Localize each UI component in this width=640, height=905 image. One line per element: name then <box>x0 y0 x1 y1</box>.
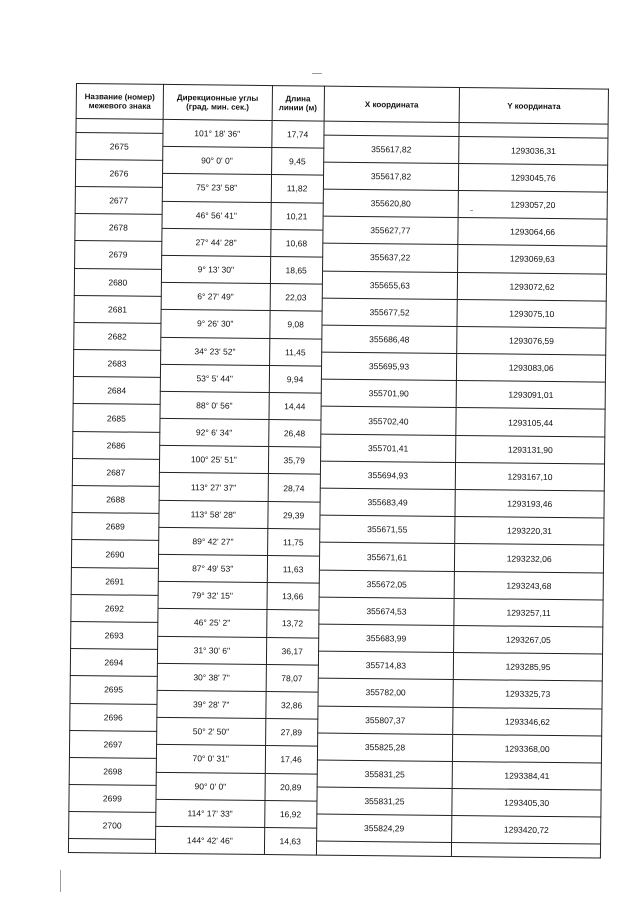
coord-x-cell: 355671,61 <box>319 542 455 571</box>
segment-length-cell: 10,68 <box>270 229 322 257</box>
coord-y-cell: 1293064,66 <box>458 218 607 247</box>
segment-angle-cell: 90° 0' 0" <box>162 147 271 175</box>
scan-speck <box>312 73 322 74</box>
point-name-cell: 2681 <box>74 295 161 323</box>
segment-angle-cell: 6° 27' 49" <box>161 283 270 311</box>
point-name-cell: 2685 <box>73 404 160 432</box>
coord-x-cell: 355694,93 <box>320 461 456 490</box>
coord-x-cell: 355686,48 <box>321 325 457 354</box>
segment-angle-cell: 144° 42' 46" <box>155 826 264 854</box>
coord-x-cell <box>324 121 460 136</box>
segment-length-cell: 17,46 <box>265 746 317 774</box>
segment-length-cell: 11,82 <box>271 175 323 203</box>
point-name-cell: 2678 <box>75 214 162 242</box>
coord-x-cell: 355702,40 <box>320 407 456 436</box>
coord-y-cell: 1293232,06 <box>455 544 604 573</box>
coord-y-cell: 1293083,06 <box>457 354 606 383</box>
coord-x-cell: 355617,82 <box>323 135 459 164</box>
coord-x-cell: 355695,93 <box>321 352 457 381</box>
coord-y-cell: 1293220,31 <box>455 517 604 546</box>
segment-length-cell: 10,21 <box>271 202 323 230</box>
point-name-cell: 2683 <box>73 350 160 378</box>
coord-y-cell: 1293368,00 <box>453 734 602 763</box>
coord-y-cell: 1293267,05 <box>454 625 603 654</box>
coord-y-cell: 1293193,46 <box>455 490 604 519</box>
coord-y-cell: 1293243,68 <box>454 571 603 600</box>
segment-angle-cell: 53° 5' 44" <box>160 364 269 392</box>
segment-angle-cell: 88° 0' 56" <box>160 391 269 419</box>
point-name-cell: 2684 <box>73 377 160 405</box>
point-name-cell <box>76 119 163 134</box>
segment-angle-cell: 39° 28' 7" <box>157 690 266 718</box>
segment-length-cell: 78,07 <box>266 664 318 692</box>
coord-x-cell: 355683,99 <box>318 624 454 653</box>
coord-y-cell: 1293131,90 <box>456 435 605 464</box>
point-name-cell: 2699 <box>69 785 156 813</box>
segment-length-cell: 18,65 <box>270 256 322 284</box>
coord-y-cell: 1293075,10 <box>457 299 606 328</box>
coord-y-cell: 1293072,62 <box>458 272 607 301</box>
segment-length-cell: 26,48 <box>268 420 320 448</box>
coord-x-cell: 355674,53 <box>318 597 454 626</box>
point-name-cell: 2697 <box>69 730 156 758</box>
point-name-cell: 2680 <box>74 268 161 296</box>
coord-y-cell: 1293076,59 <box>457 326 606 355</box>
coord-y-cell: 1293045,76 <box>459 163 608 192</box>
header-name: Название (номер) межевого знака <box>76 84 163 120</box>
segment-angle-cell: 90° 0' 0" <box>156 772 265 800</box>
point-name-cell: 2693 <box>71 621 158 649</box>
segment-angle-cell: 113° 27' 37" <box>159 473 268 501</box>
table-body <box>68 119 608 859</box>
header-x: X координата <box>324 86 460 122</box>
segment-length-cell: 17,74 <box>272 121 324 149</box>
segment-angle-cell: 46° 25' 2" <box>158 609 267 637</box>
coord-x-cell: 355627,77 <box>322 216 458 245</box>
segment-length-cell: 9,08 <box>270 311 322 339</box>
point-name-cell: 2675 <box>76 132 163 160</box>
coord-x-cell: 355637,22 <box>322 243 458 272</box>
coord-y-cell: 1293346,62 <box>453 707 602 736</box>
segment-length-cell: 27,89 <box>265 719 317 747</box>
coord-x-cell: 355671,55 <box>319 515 455 544</box>
segment-length-cell: 32,86 <box>266 691 318 719</box>
segment-angle-cell: 113° 58' 28" <box>159 500 268 528</box>
point-name-cell: 2676 <box>75 159 162 187</box>
coord-x-cell: 355807,37 <box>317 706 453 735</box>
coord-y-cell: 1293091,01 <box>456 381 605 410</box>
coord-y-cell: 1293257,11 <box>454 598 603 627</box>
segment-angle-cell: 50° 2' 50" <box>156 718 265 746</box>
point-name-cell: 2677 <box>75 186 162 214</box>
point-name-cell: 2694 <box>70 649 157 677</box>
segment-angle-cell: 31° 30' 6" <box>157 636 266 664</box>
segment-length-cell: 20,89 <box>265 773 317 801</box>
segment-angle-cell: 101° 18' 36" <box>163 119 272 147</box>
segment-length-cell: 28,74 <box>268 474 320 502</box>
segment-angle-cell: 75° 23' 58" <box>162 174 271 202</box>
segment-angle-cell: 9° 13' 30" <box>161 255 270 283</box>
coord-y-cell: 1293285,95 <box>454 653 603 682</box>
coord-x-cell: 355824,29 <box>316 814 452 843</box>
coord-y-cell: 1293420,72 <box>452 816 601 845</box>
coord-x-cell: 355677,52 <box>322 298 458 327</box>
coord-y-cell: 1293057,20 <box>458 190 607 219</box>
point-name-cell: 2700 <box>69 812 156 840</box>
segment-angle-cell: 79° 32' 15" <box>158 582 267 610</box>
coord-y-cell: 1293325,73 <box>453 680 602 709</box>
coord-x-cell: 355701,41 <box>320 434 456 463</box>
segment-angle-cell: 30° 38' 7" <box>157 663 266 691</box>
segment-angle-cell: 46° 56' 41" <box>162 201 271 229</box>
coord-y-cell: 1293384,41 <box>452 761 601 790</box>
coord-x-cell: 355655,63 <box>322 271 458 300</box>
coord-x-cell: 355831,25 <box>317 760 453 789</box>
point-name-cell: 2679 <box>75 241 162 269</box>
segment-length-cell: 13,66 <box>267 583 319 611</box>
segment-angle-cell: 27° 44' 28" <box>162 228 271 256</box>
coord-y-cell: 1293069,63 <box>458 245 607 274</box>
segment-length-cell: 22,03 <box>270 284 322 312</box>
segment-angle-cell: 100° 25' 51" <box>159 446 268 474</box>
table-header-row <box>76 84 608 125</box>
point-name-cell <box>68 839 155 854</box>
coord-x-cell: 355825,28 <box>317 733 453 762</box>
segment-length-cell: 16,92 <box>264 800 316 828</box>
coord-x-cell: 355683,49 <box>320 488 456 517</box>
point-name-cell: 2698 <box>69 757 156 785</box>
coord-y-cell: 1293105,44 <box>456 408 605 437</box>
segment-length-cell: 9,45 <box>271 148 323 176</box>
segment-length-cell: 11,45 <box>269 338 321 366</box>
header-angle: Дирекционные углы (град. мин. сек.) <box>163 84 272 120</box>
coord-y-cell: 1293167,10 <box>456 462 605 491</box>
point-name-cell: 2696 <box>70 703 157 731</box>
coord-x-cell: 355672,05 <box>319 570 455 599</box>
segment-length-cell: 36,17 <box>266 637 318 665</box>
segment-length-cell: 29,39 <box>268 501 320 529</box>
point-name-cell: 2690 <box>71 540 158 568</box>
segment-length-cell: 11,63 <box>267 556 319 584</box>
point-name-cell: 2687 <box>72 458 159 486</box>
segment-length-cell: 35,79 <box>268 447 320 475</box>
segment-angle-cell: 34° 23' 52" <box>160 337 269 365</box>
coord-x-cell: 355620,80 <box>323 189 459 218</box>
segment-angle-cell: 87° 49' 53" <box>158 554 267 582</box>
point-name-cell: 2691 <box>71 567 158 595</box>
coord-x-cell: 355782,00 <box>318 678 454 707</box>
segment-angle-cell: 114° 17' 33" <box>156 799 265 827</box>
point-name-cell: 2689 <box>72 513 159 541</box>
header-length: Длина линии (м) <box>272 86 324 122</box>
header-y: Y координата <box>459 88 608 125</box>
segment-angle-cell: 89° 42' 27" <box>158 527 267 555</box>
segment-angle-cell: 92° 6' 34" <box>160 418 269 446</box>
coordinates-table <box>68 83 609 859</box>
coord-x-cell <box>316 842 452 857</box>
coord-y-cell: 1293405,30 <box>452 789 601 818</box>
segment-length-cell: 14,63 <box>264 827 316 855</box>
segment-angle-cell: 70° 0' 31" <box>156 745 265 773</box>
segment-length-cell: 14,44 <box>269 392 321 420</box>
segment-angle-cell: 9° 26' 30" <box>161 310 270 338</box>
point-name-cell: 2692 <box>71 594 158 622</box>
coord-x-cell: 355617,82 <box>323 162 459 191</box>
coord-y-cell <box>452 843 601 858</box>
point-name-cell: 2682 <box>74 322 161 350</box>
segment-length-cell: 13,72 <box>266 610 318 638</box>
point-name-cell: 2695 <box>70 676 157 704</box>
segment-length-cell: 9,94 <box>269 365 321 393</box>
coord-x-cell: 355701,90 <box>321 379 457 408</box>
segment-length-cell: 11,75 <box>267 528 319 556</box>
coord-y-cell: 1293036,31 <box>459 136 608 165</box>
point-name-cell: 2688 <box>72 486 159 514</box>
point-name-cell: 2686 <box>73 431 160 459</box>
coord-x-cell: 355714,83 <box>318 651 454 680</box>
scan-speck <box>60 870 61 892</box>
coord-x-cell: 355831,25 <box>316 787 452 816</box>
